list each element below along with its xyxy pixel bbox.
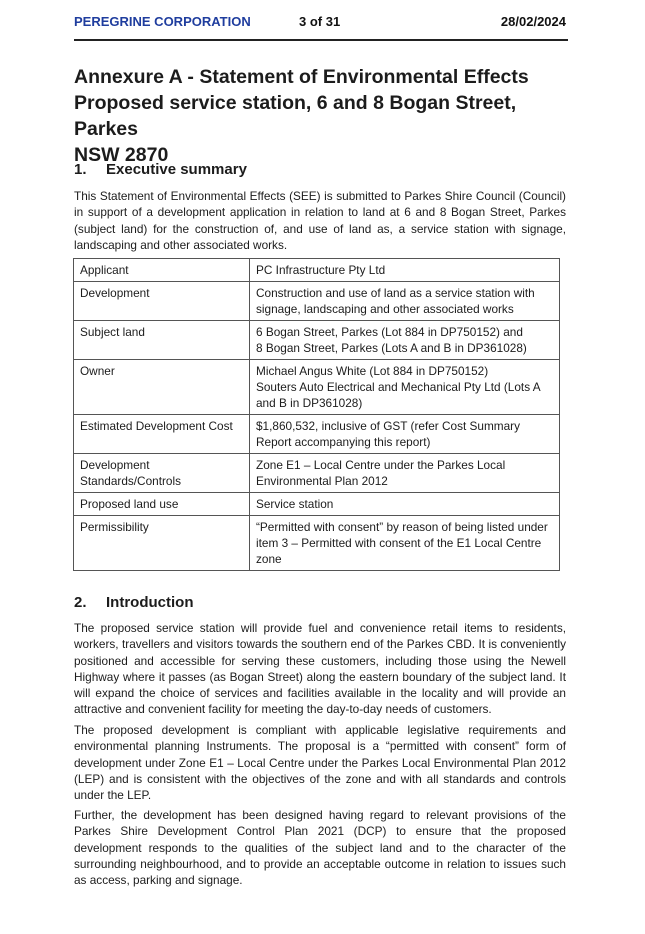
document-title: [74, 64, 574, 168]
company-name: PEREGRINE CORPORATION: [74, 14, 251, 29]
table-row-label: Estimated Development Cost: [74, 415, 250, 454]
table-row: [74, 321, 560, 360]
table-row-value-line: Service station: [256, 497, 334, 511]
table-row-value-line: Zone E1 – Local Centre under the Parkes Local Environmental Plan 2012: [256, 458, 506, 488]
table-row-label: Development Standards/Controls: [74, 454, 250, 493]
table-row-value-line: “Permitted with consent” by reason of being listed under item 3 – Permitted with consent of the E1 Local Centre zone: [256, 520, 548, 566]
table-row-value: [250, 454, 560, 493]
section-1-title: Executive summary: [106, 161, 247, 178]
table-row-value-line: Construction and use of land as a service station with signage, landscaping and other associated works: [256, 286, 535, 316]
table-row: [74, 415, 560, 454]
table-row-value: [250, 415, 560, 454]
table-row-label: Permissibility: [74, 516, 250, 571]
table-row-value-line: Michael Angus White (Lot 884 in DP750152): [256, 364, 489, 378]
table-row: [74, 454, 560, 493]
header-divider: [74, 39, 568, 41]
section-2-title: Introduction: [106, 594, 194, 611]
table-row: [74, 259, 560, 282]
table-row-value-line: 6 Bogan Street, Parkes (Lot 884 in DP750152) and: [256, 325, 523, 339]
page-number: 3 of 31: [299, 14, 341, 29]
introduction-paragraph-2: The proposed development is compliant with applicable legislative requirements and environmental planning Instruments. The proposal is a “permitted with consent” form of development under Zone E1 – Local Centre under the Parkes Local Environmental Plan 2012 (LEP) and is consistent with the objectives of the zone and with all standards and controls under the LEP.: [74, 723, 566, 803]
executive-summary-paragraph: This Statement of Environmental Effects (SEE) is submitted to Parkes Shire Council (Council) in support of a development application in relation to land at 6 and 8 Bogan Street, Parkes (subject land) for the construction of, and use of land as, a service station with signage, landscaping and other associated works.: [74, 189, 566, 252]
section-1-heading: [74, 161, 247, 178]
table-row-label: Proposed land use: [74, 493, 250, 516]
table-row: [74, 516, 560, 571]
summary-table: [73, 258, 560, 571]
table-row: [74, 493, 560, 516]
table-row-value-line: 8 Bogan Street, Parkes (Lots A and B in DP361028): [256, 341, 527, 355]
introduction-paragraph-3: Further, the development has been designed having regard to relevant provisions of the Parkes Shire Development Control Plan 2021 (DCP) to ensure that the proposed development responds to the qualities of the subject land and to the character of the surrounding neighbourhood, and to provide an acceptable outcome in relation to issues such as access, parking and signage.: [74, 808, 566, 888]
table-row-value: [250, 360, 560, 415]
title-line-2: Proposed service station, 6 and 8 Bogan Street, Parkes: [74, 92, 517, 140]
page-header: [74, 14, 566, 32]
introduction-paragraph-1: The proposed service station will provide fuel and convenience retail items to residents, workers, travellers and visitors towards the southern end of the Parkes CBD. It is conveniently positioned and accessible for serving these customers, including those using the Newell Highway where it passes (as Bogan Street) along the eastern boundary of the subject land. It will expand the choice of services and facilities available in the locality and will provide an attractive and convenient facility for meeting the day-to-day needs of customers.: [74, 621, 566, 717]
table-row-label: Subject land: [74, 321, 250, 360]
table-row-value: [250, 282, 560, 321]
table-row-value: [250, 321, 560, 360]
table-row-value-line: Souters Auto Electrical and Mechanical Pty Ltd (Lots A and B in DP361028): [256, 380, 540, 410]
section-2-heading: [74, 594, 193, 611]
table-row-value-line: $1,860,532, inclusive of GST (refer Cost Summary Report accompanying this report): [256, 419, 521, 449]
table-row-label: Applicant: [74, 259, 250, 282]
document-date: 28/02/2024: [500, 14, 566, 29]
table-row-value: [250, 493, 560, 516]
table-row-value: [250, 516, 560, 571]
table-row-label: Owner: [74, 360, 250, 415]
table-row: [74, 282, 560, 321]
title-line-3: NSW 2870: [74, 144, 169, 166]
section-2-number: 2.: [74, 594, 87, 611]
section-1-number: 1.: [74, 161, 87, 178]
title-line-1: Annexure A - Statement of Environmental Effects: [74, 66, 529, 88]
table-row-label: Development: [74, 282, 250, 321]
summary-table-body: [74, 259, 560, 571]
table-row-value-line: PC Infrastructure Pty Ltd: [256, 263, 386, 277]
table-row-value: [250, 259, 560, 282]
table-row: [74, 360, 560, 415]
